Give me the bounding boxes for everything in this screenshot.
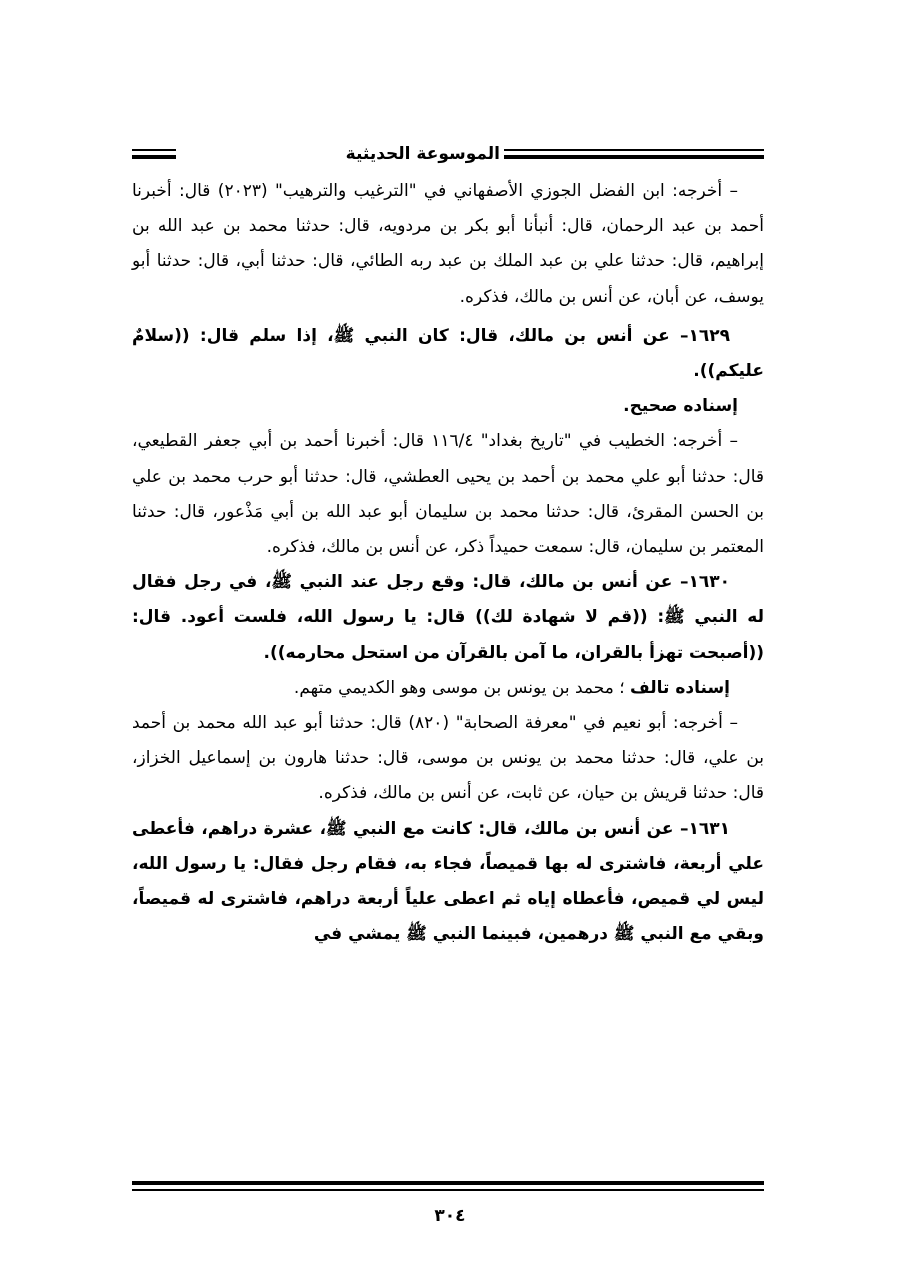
grading-1629: إسناده صحيح. [623, 396, 738, 417]
page-number: ٣٠٤ [434, 1206, 466, 1226]
hadith-1629: ١٦٢٩– عن أنس بن مالك، قال: كان النبي ﷺ، إذا سلم قال: ((سلامٌ عليكم)). [132, 325, 764, 382]
grading-1630-note: ؛ محمد بن يونس بن موسى وهو الكديمي متهم. [293, 677, 631, 698]
header-rule-right-thick [504, 155, 764, 159]
page-body [132, 174, 764, 952]
grading-1630-lead: إسناده تالف [630, 677, 730, 698]
header-rule-right-thin [504, 149, 764, 151]
header-rule-left-thin [132, 149, 176, 151]
footer-rule-thick [132, 1181, 764, 1185]
header-rule-left-thick [132, 155, 176, 159]
running-title: الموسوعة الحديثية [345, 144, 500, 164]
hadith-1631: ١٦٣١– عن أنس بن مالك، قال: كانت مع النبي ﷺ، عشرة دراهم، فأعطى علي أربعة، فاشترى له بها قميصاً، فجاء به، فقام رجل فقال: يا رسول الله، ليس لي قميص، فأعطاه إياه ثم اعطى علياً أربعة دراهم، فاشترى له قميصاً، وبقي مع النبي ﷺ درهمين، فبينما النبي ﷺ يمشي في [132, 818, 764, 945]
grading-1630 [132, 671, 764, 706]
paragraph-takhrij-2: – أخرجه: الخطيب في "تاريخ بغداد" ١١٦/٤ قال: أخبرنا أحمد بن أبي جعفر القطيعي، قال: حدثنا أبو علي محمد بن أحمد بن يحيى العطشي، قال: حدثنا أبو حرب محمد بن علي بن الحسن المقرئ، قال: حدثنا محمد بن سليمان أبو عبد الله بن أبي مَذْعور، قال: حدثنا المعتمر بن سليمان، قال: سمعت حميداً ذكر، عن أنس بن مالك، فذكره. [132, 431, 764, 558]
hadith-1630: ١٦٣٠– عن أنس بن مالك، قال: وقع رجل عند النبي ﷺ، في رجل فقال له النبي ﷺ: ((قم لا شهادة لك)) قال: يا رسول الله، فلست أعود. قال: ((أصبحت تهزأ بالقران، ما آمن بالقرآن من استحل محارمه)). [132, 572, 764, 663]
page-header [132, 140, 764, 170]
paragraph-takhrij-1: – أخرجه: ابن الفضل الجوزي الأصفهاني في "الترغيب والترهيب" (٢٠٢٣) قال: أخبرنا أحمد بن عبد الرحمان، قال: أنبأنا أبو بكر بن مردويه، قال: حدثنا محمد بن عبد الله بن إبراهيم، قال: حدثنا علي بن عبد الملك بن عبد ربه الطائي، قال: حدثنا أبي، قال: حدثنا أبو يوسف، عن أبان، عن أنس بن مالك، فذكره. [132, 181, 764, 307]
footer-rule-thin [132, 1189, 764, 1191]
paragraph-takhrij-3: – أخرجه: أبو نعيم في "معرفة الصحابة" (٨٢٠) قال: حدثنا أبو عبد الله محمد بن أحمد بن علي، قال: حدثنا محمد بن يونس بن موسى، قال: حدثنا هارون بن إسماعيل الخزاز، قال: حدثنا قريش بن حيان، عن ثابت، عن أنس بن مالك، فذكره. [132, 713, 764, 804]
